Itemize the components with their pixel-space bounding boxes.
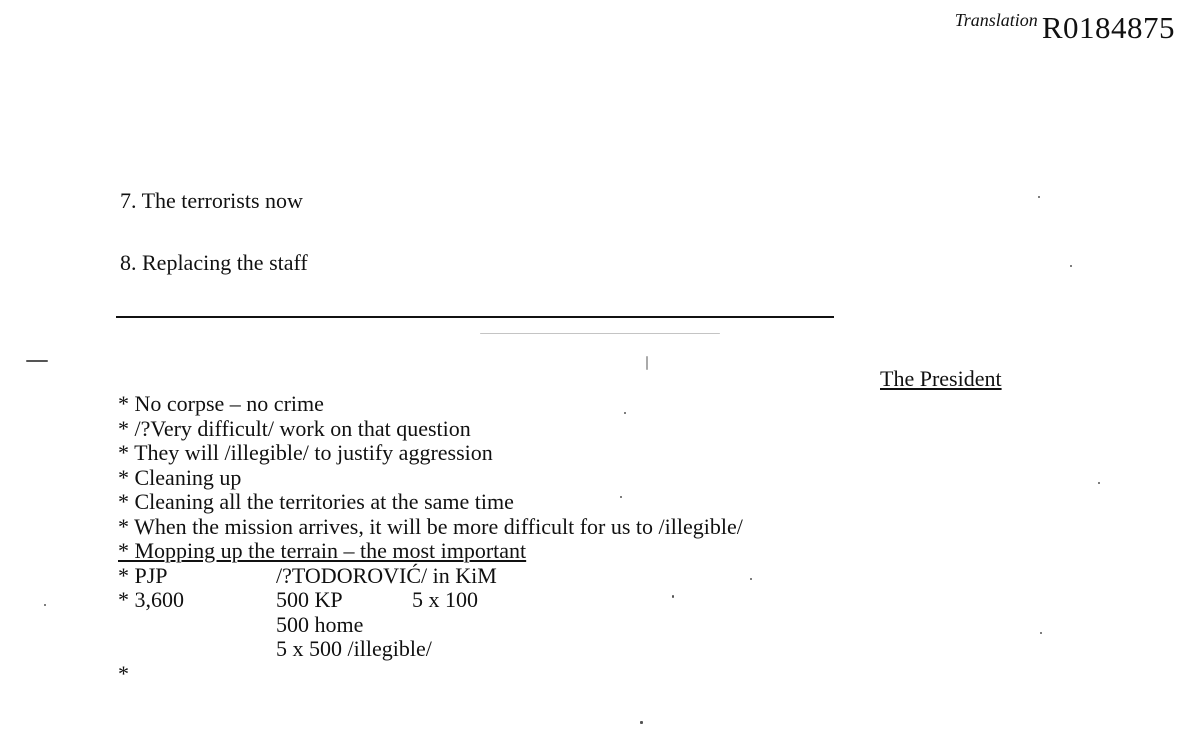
scan-mark	[44, 604, 46, 606]
document-id: R0184875	[1041, 10, 1175, 45]
scan-mark	[1038, 196, 1040, 198]
table-cell: /?TODOROVIĆ/ in KiM	[276, 562, 497, 588]
notes-list	[118, 392, 743, 686]
table-cell: 5 x 100	[412, 587, 478, 612]
scan-mark	[1040, 632, 1042, 634]
table-cell: 500 home	[276, 611, 364, 637]
note-item: * They will /illegible/ to justify aggression	[118, 440, 493, 465]
table-row	[118, 662, 743, 687]
table-row	[118, 588, 743, 613]
table-cell: *	[118, 660, 129, 686]
scan-mark	[1098, 482, 1100, 484]
note-item-emphasized: * Mopping up the terrain – the most important	[118, 538, 527, 563]
scan-mark	[26, 360, 48, 362]
agenda-item-7: 7. The terrorists now	[120, 188, 303, 213]
scan-mark	[480, 333, 720, 334]
table-row	[118, 564, 743, 589]
table-cell: 5 x 500 /illegible/	[276, 636, 432, 661]
speaker-heading: The President	[880, 366, 1002, 391]
table-cell: * PJP	[118, 562, 168, 588]
document-reference	[955, 10, 1175, 46]
section-divider	[116, 316, 834, 318]
scan-mark	[646, 356, 648, 370]
scan-mark	[1070, 265, 1072, 267]
note-item: * Cleaning all the territories at the same time	[118, 489, 514, 514]
note-item: * When the mission arrives, it will be more difficult for us to /illegible/	[118, 513, 743, 539]
note-item: * No corpse – no crime	[118, 391, 324, 416]
table-row	[118, 637, 743, 662]
scan-mark	[750, 578, 752, 580]
table-cell: 500 KP	[276, 587, 343, 612]
agenda-item-8: 8. Replacing the staff	[120, 250, 308, 275]
scan-mark	[640, 721, 643, 724]
note-item: * /?Very difficult/ work on that question	[118, 415, 471, 441]
translation-label: Translation	[954, 10, 1038, 30]
table-cell: * 3,600	[118, 587, 184, 612]
note-item: * Cleaning up	[118, 464, 242, 490]
table-row	[118, 613, 743, 638]
